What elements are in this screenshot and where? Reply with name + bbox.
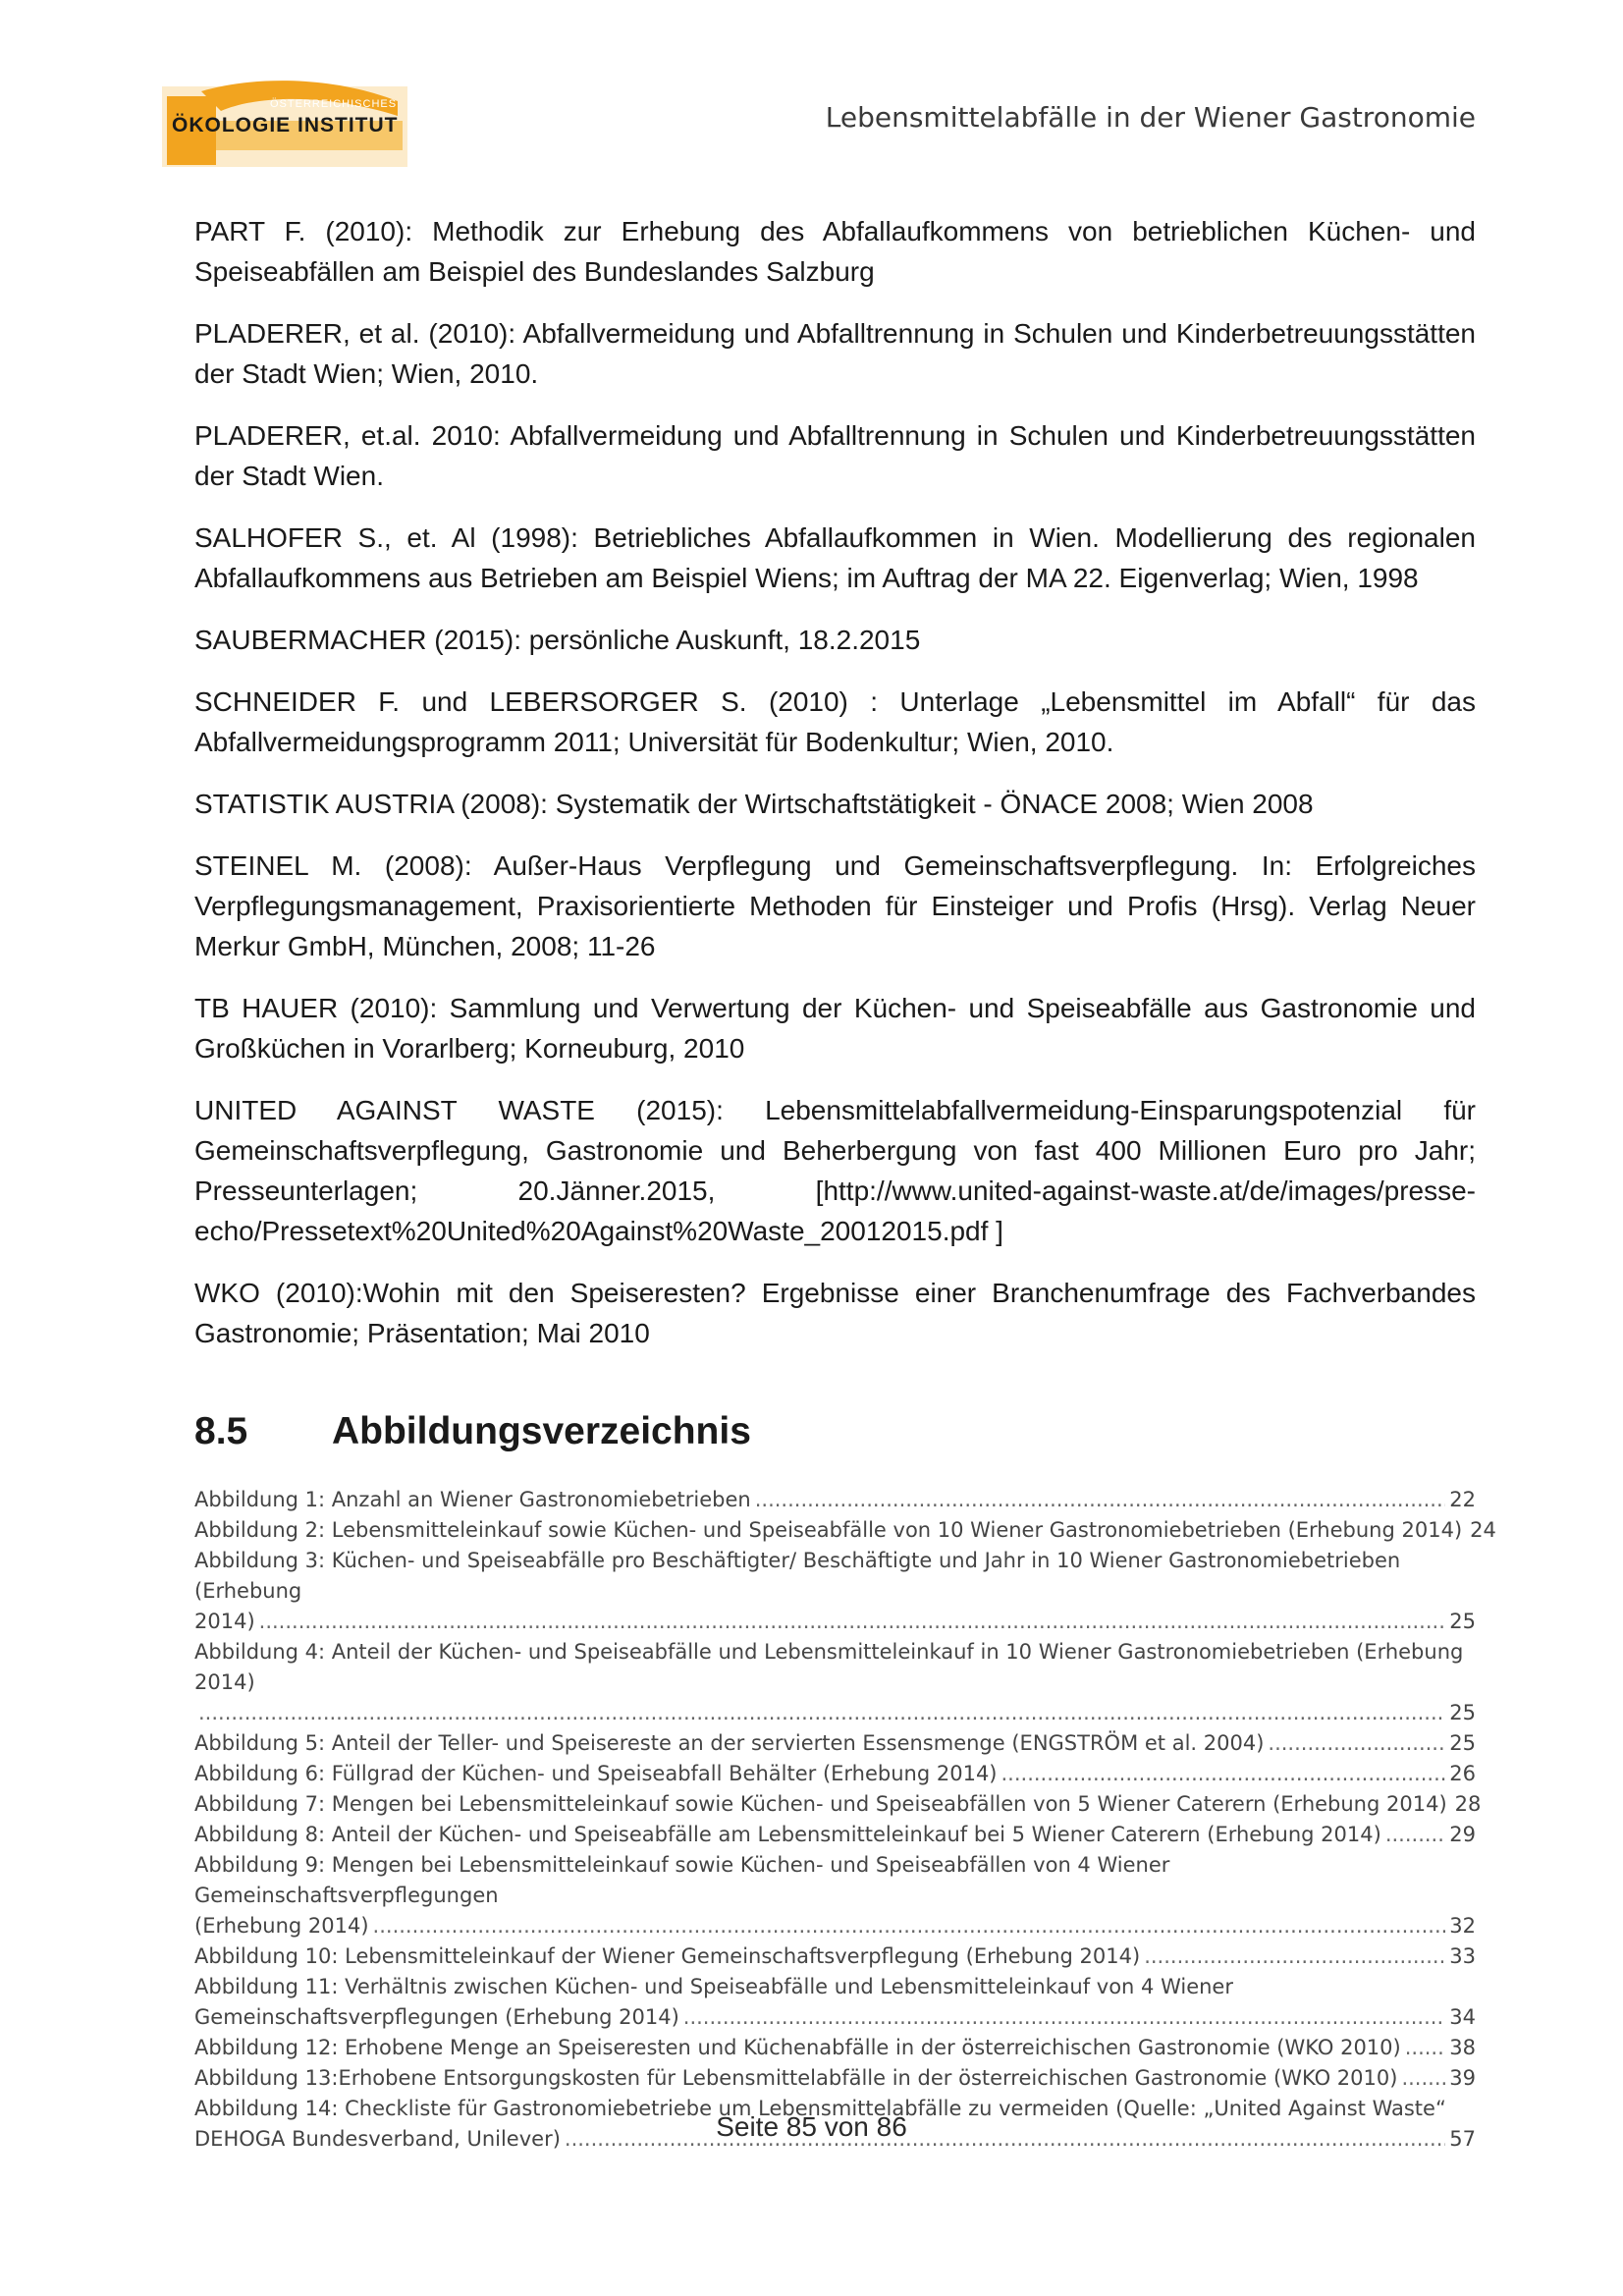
toc-entry-text: Abbildung 2: Lebensmitteleinkauf sowie Küchen- und Speiseabfälle von 10 Wiener Gastronomiebetrieben (Erhebung 2014) bbox=[194, 1518, 1463, 1542]
reference-entry: PLADERER, et.al. 2010: Abfallvermeidung und Abfalltrennung in Schulen und Kinderbetreuungsstätten der Stadt Wien. bbox=[194, 420, 1476, 491]
toc-entry-text: Abbildung 10: Lebensmitteleinkauf der Wiener Gemeinschaftsverpflegung (Erhebung 2014) bbox=[194, 1944, 1141, 1968]
section-title: Abbildungsverzeichnis bbox=[332, 1410, 751, 1452]
page-footer: Seite 85 von 86 bbox=[716, 2111, 907, 2142]
toc-entry-first-line: Abbildung 14: Checkliste für Gastronomiebetriebe um Lebensmittelabfälle zu vermeiden (Quelle: „United Against Waste“ bbox=[194, 2097, 1446, 2120]
toc-entry[interactable] bbox=[194, 1515, 1496, 1546]
toc-entry-first-line: Abbildung 4: Anteil der Küchen- und Speiseabfälle und Lebensmitteleinkauf in 10 Wiener Gastronomiebetrieben (Erhebung 2014) bbox=[194, 1640, 1464, 1694]
toc-entry-text: Abbildung 5: Anteil der Teller- und Speisereste an der servierten Essensmenge (ENGSTRÖM et al. 2004) bbox=[194, 1731, 1265, 1755]
toc-page-number: 28 bbox=[1454, 1792, 1482, 1816]
reference-entry: WKO (2010):Wohin mit den Speiseresten? Ergebnisse einer Branchenumfrage des Fachverbandes Gastronomie; Präsentation; Mai 2010 bbox=[194, 1278, 1476, 1348]
toc-entry-text: 2014) bbox=[194, 1610, 255, 1633]
toc-page-number: 34 bbox=[1449, 2005, 1476, 2029]
toc-entry-text: Abbildung 8: Anteil der Küchen- und Speiseabfälle am Lebensmitteleinkauf bei 5 Wiener Caterern (Erhebung 2014) bbox=[194, 1823, 1381, 1846]
oekologie-institut-logo bbox=[162, 77, 407, 173]
reference-entry: PLADERER, et al. (2010): Abfallvermeidung und Abfalltrennung in Schulen und Kinderbetreuungsstätten der Stadt Wien; Wien, 2010. bbox=[194, 318, 1476, 389]
toc-entry[interactable] bbox=[194, 1789, 1482, 1820]
reference-entry: STATISTIK AUSTRIA (2008): Systematik der Wirtschaftstätigkeit - ÖNACE 2008; Wien 2008 bbox=[194, 789, 1314, 819]
toc-entry-text: Abbildung 12: Erhobene Menge an Speiseresten und Küchenabfälle in der österreichischen Gastronomie (WKO 2010) bbox=[194, 2036, 1401, 2059]
toc-page-number: 33 bbox=[1449, 1944, 1476, 1968]
section-heading bbox=[194, 1410, 1476, 1469]
reference-entry: TB HAUER (2010): Sammlung und Verwertung der Küchen- und Speiseabfälle aus Gastronomie und Großküchen in Vorarlberg; Korneuburg, 2010 bbox=[194, 993, 1476, 1064]
toc-page-number: 25 bbox=[1449, 1610, 1476, 1633]
toc-entry[interactable] bbox=[194, 1972, 1476, 2033]
toc-entry-first-line: Abbildung 9: Mengen bei Lebensmitteleinkauf sowie Küchen- und Speiseabfällen von 4 Wiener Gemeinschaftsverpflegungen bbox=[194, 1853, 1170, 1907]
toc-page-number: 22 bbox=[1449, 1488, 1476, 1511]
reference-entry: SCHNEIDER F. und LEBERSORGER S. (2010) : Unterlage „Lebensmittel im Abfall“ für das Abfallvermeidungsprogramm 2011; Universität für Bodenkultur; Wien, 2010. bbox=[194, 686, 1476, 757]
logo-small-text: ÖSTERREICHISCHES bbox=[270, 98, 398, 110]
reference-entry: UNITED AGAINST WASTE (2015): Lebensmittelabfallvermeidung-Einsparungspotenzial für Gemeinschaftsverpflegung, Gastronomie und Beherbergung von fast 400 Millionen Euro pro Jahr; Presseunterlagen; 20.Jänner.2015, [http://www.united-against-waste.at/de/images/presse-echo/Pressetext%20United%20Against%20Waste_20012015.pdf ] bbox=[194, 1095, 1476, 1246]
figure-list bbox=[194, 1485, 1496, 2155]
toc-page-number: 39 bbox=[1449, 2066, 1476, 2090]
toc-entry-text: (Erhebung 2014) bbox=[194, 1914, 369, 1938]
toc-entry-text: DEHOGA Bundesverband, Unilever) bbox=[194, 2127, 561, 2151]
toc-page-number: 25 bbox=[1449, 1701, 1476, 1724]
toc-entry-text: Abbildung 1: Anzahl an Wiener Gastronomiebetrieben bbox=[194, 1488, 751, 1511]
toc-page-number: 38 bbox=[1449, 2036, 1476, 2059]
section-number: 8.5 bbox=[194, 1410, 248, 1452]
toc-entry[interactable] bbox=[194, 1637, 1476, 1728]
toc-entry-first-line: Abbildung 11: Verhältnis zwischen Küchen- und Speiseabfälle und Lebensmitteleinkauf von 4 Wiener bbox=[194, 1975, 1233, 1998]
page-header bbox=[0, 0, 1623, 196]
toc-entry[interactable] bbox=[194, 1820, 1476, 1850]
toc-entry-text: Abbildung 13:Erhobene Entsorgungskosten für Lebensmittelabfälle in der österreichischen Gastronomie (WKO 2010) bbox=[194, 2066, 1398, 2090]
toc-entry[interactable] bbox=[194, 1728, 1476, 1759]
toc-page-number: 29 bbox=[1449, 1823, 1476, 1846]
toc-page-number: 32 bbox=[1449, 1914, 1476, 1938]
toc-entry[interactable] bbox=[194, 2063, 1476, 2094]
toc-entry[interactable] bbox=[194, 1546, 1476, 1637]
toc-page-number: 26 bbox=[1449, 1762, 1476, 1785]
reference-entry: STEINEL M. (2008): Außer-Haus Verpflegung und Gemeinschaftsverpflegung. In: Erfolgreiches Verpflegungsmanagement, Praxisorientierte Methoden für Einsteiger und Profis (Hrsg). Verlag Neuer Merkur GmbH, München, 2008; 11-26 bbox=[194, 850, 1476, 961]
toc-entry[interactable] bbox=[194, 1850, 1476, 1941]
toc-entry[interactable] bbox=[194, 2033, 1476, 2063]
toc-entry[interactable] bbox=[194, 1485, 1476, 1515]
toc-entry-first-line: Abbildung 3: Küchen- und Speiseabfälle pro Beschäftigter/ Beschäftigte und Jahr in 10 Wiener Gastronomiebetrieben (Erhebung bbox=[194, 1549, 1401, 1603]
toc-page-number: 24 bbox=[1470, 1518, 1496, 1542]
reference-entry: SALHOFER S., et. Al (1998): Betriebliches Abfallaufkommen in Wien. Modellierung des regionalen Abfallaufkommens aus Betrieben am Beispiel Wiens; im Auftrag der MA 22. Eigenverlag; Wien, 1998 bbox=[194, 522, 1476, 593]
logo-big-text: ÖKOLOGIE INSTITUT bbox=[172, 114, 399, 137]
toc-page-number: 25 bbox=[1449, 1731, 1476, 1755]
toc-entry-text: Abbildung 7: Mengen bei Lebensmitteleinkauf sowie Küchen- und Speiseabfällen von 5 Wiener Caterern (Erhebung 2014) bbox=[194, 1792, 1447, 1816]
reference-entry: SAUBERMACHER (2015): persönliche Auskunft, 18.2.2015 bbox=[194, 625, 921, 655]
toc-entry[interactable] bbox=[194, 1759, 1476, 1789]
reference-list bbox=[194, 211, 1476, 1375]
toc-entry-text: Abbildung 6: Füllgrad der Küchen- und Speiseabfall Behälter (Erhebung 2014) bbox=[194, 1762, 998, 1785]
reference-entry: PART F. (2010): Methodik zur Erhebung des Abfallaufkommens von betrieblichen Küchen- und Speiseabfällen am Beispiel des Bundeslandes Salzburg bbox=[194, 216, 1476, 287]
toc-entry[interactable] bbox=[194, 1941, 1476, 1972]
toc-entry-text: Gemeinschaftsverpflegungen (Erhebung 2014) bbox=[194, 2005, 679, 2029]
toc-page-number: 57 bbox=[1449, 2127, 1476, 2151]
document-title: Lebensmittelabfälle in der Wiener Gastronomie bbox=[825, 101, 1476, 134]
